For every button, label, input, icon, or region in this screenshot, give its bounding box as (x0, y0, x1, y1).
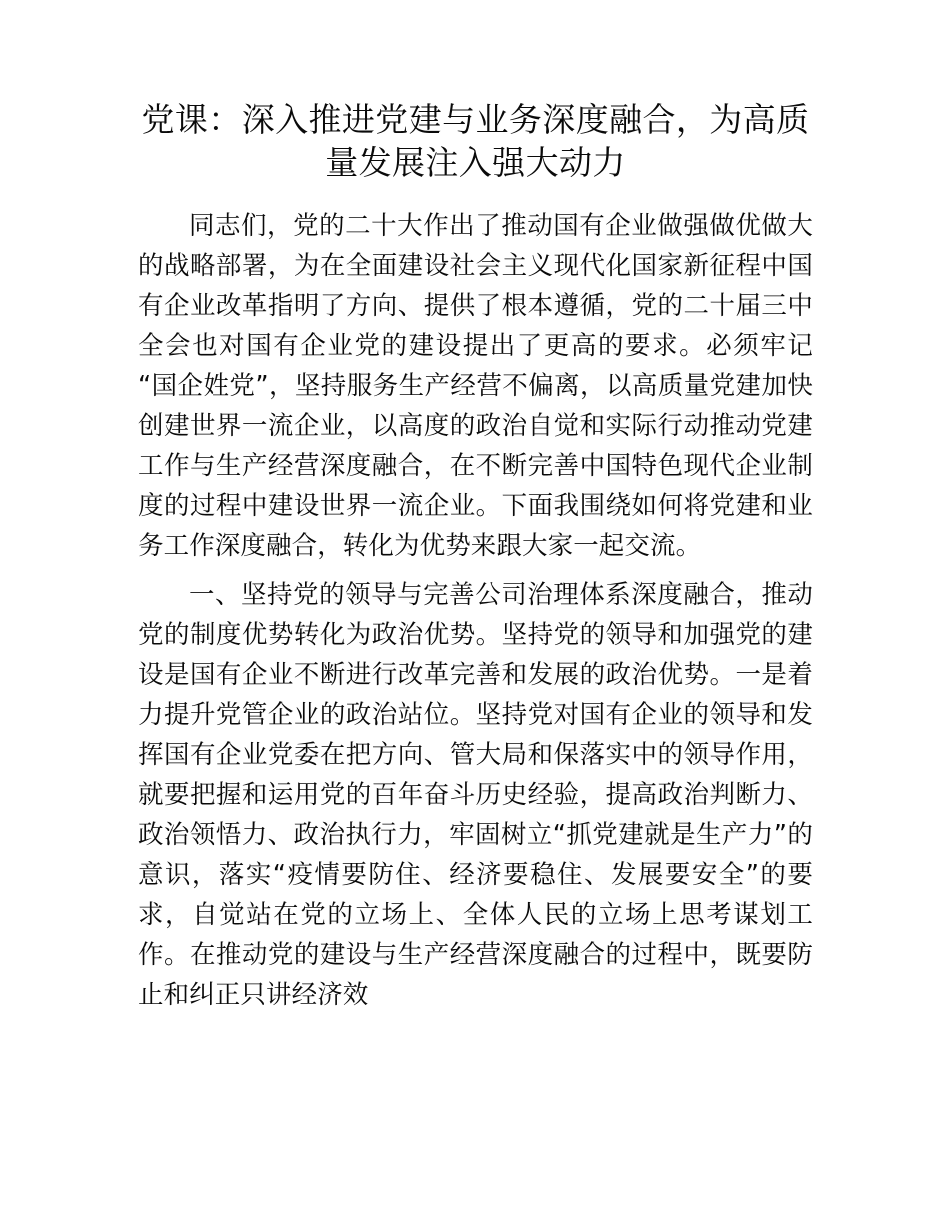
paragraph-section-one: 一、坚持党的领导与完善公司治理体系深度融合，推动党的制度优势转化为政治优势。坚持党的领导和加强党的建设是国有企业不断进行改革完善和发展的政治优势。一是着力提升党管企业的政治站位。坚持党对国有企业的领导和发挥国有企业党委在把方向、管大局和保落实中的领导作用，就要把握和运用党的百年奋斗历史经验，提高政治判断力、政治领悟力、政治执行力，牢固树立“抓党建就是生产力”的意识，落实“疫情要防住、经济要稳住、发展要安全”的要求，自觉站在党的立场上、全体人民的立场上思考谋划工作。在推动党的建设与生产经营深度融合的过程中，既要防止和纠正只讲经济效 (138, 580, 813, 1010)
page-title: 党课：深入推进党建与业务深度融合，为高质量发展注入强大动力 (141, 100, 810, 182)
document-body (138, 98, 813, 1015)
paragraph-opening-remarks: 同志们，党的二十大作出了推动国有企业做强做优做大的战略部署，为在全面建设社会主义现代化国家新征程中国有企业改革指明了方向、提供了根本遵循，党的二十届三中全会也对国有企业党的建设提出了更高的要求。必须牢记“国企姓党”，坚持服务生产经营不偏离，以高质量党建加快创建世界一流企业，以高度的政治自觉和实际行动推动党建工作与生产经营深度融合，在不断完善中国特色现代企业制度的过程中建设世界一流企业。下面我围绕如何将党建和业务工作深度融合，转化为优势来跟大家一起交流。 (138, 211, 813, 561)
